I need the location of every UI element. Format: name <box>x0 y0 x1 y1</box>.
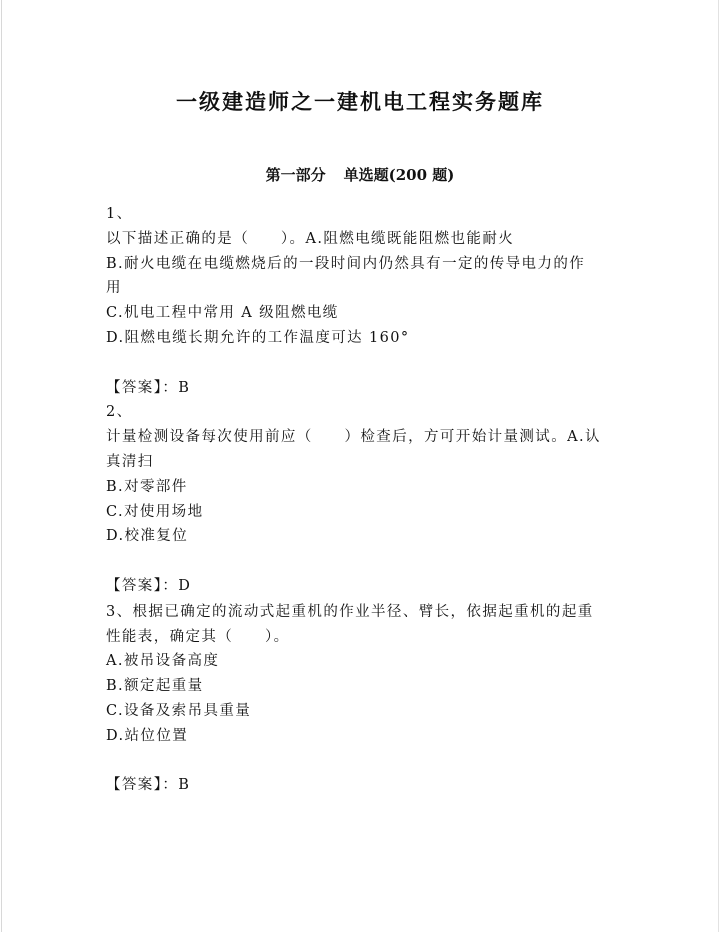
option-b-cont: 用 <box>106 280 122 297</box>
question-stem-cont: 性能表，确定其（ ）。 <box>106 628 290 645</box>
page-edge-right <box>718 0 719 932</box>
option-b: B.耐火电缆在电缆燃烧后的一段时间内仍然具有一定的传导电力的作 <box>106 255 586 272</box>
answer: 【答案】：B <box>106 777 191 794</box>
answer: 【答案】：B <box>106 379 191 396</box>
question-number: 1、 <box>106 206 133 222</box>
option-b: B.额定起重量 <box>106 678 204 695</box>
question-stem: 以下描述正确的是（ ）。A.阻燃电缆既能阻燃也能耐火 <box>106 230 515 247</box>
section-type: 单选题(200 题) <box>343 166 455 184</box>
section-heading <box>0 164 720 185</box>
question-list <box>106 202 626 798</box>
section-part: 第一部分 <box>265 166 326 184</box>
option-c: C.机电工程中常用 A 级阻燃电缆 <box>106 305 339 322</box>
option-d: D.站位位置 <box>106 727 189 744</box>
option-d: D.校准复位 <box>106 528 189 545</box>
question-stem-cont: 真清扫 <box>106 453 154 470</box>
question-stem: 计量检测设备每次使用前应（ ）检查后，方可开始计量测试。A.认 <box>106 429 601 446</box>
page-edge-left <box>1 0 2 932</box>
option-d: D.阻燃电缆长期允许的工作温度可达 160° <box>106 329 410 346</box>
question-3 <box>106 600 626 798</box>
option-c: C.设备及索吊具重量 <box>106 702 252 719</box>
question-2 <box>106 400 626 599</box>
option-b: B.对零部件 <box>106 478 188 495</box>
document-title: 一级建造师之一建机电工程实务题库 <box>176 89 544 114</box>
question-stem: 3、根据已确定的流动式起重机的作业半径、臂长，依据起重机的起重 <box>106 603 594 620</box>
option-a: A.被吊设备高度 <box>106 653 220 670</box>
answer: 【答案】：D <box>106 577 192 594</box>
option-c: C.对使用场地 <box>106 503 204 520</box>
question-1 <box>106 202 626 400</box>
question-number: 2、 <box>106 404 133 421</box>
